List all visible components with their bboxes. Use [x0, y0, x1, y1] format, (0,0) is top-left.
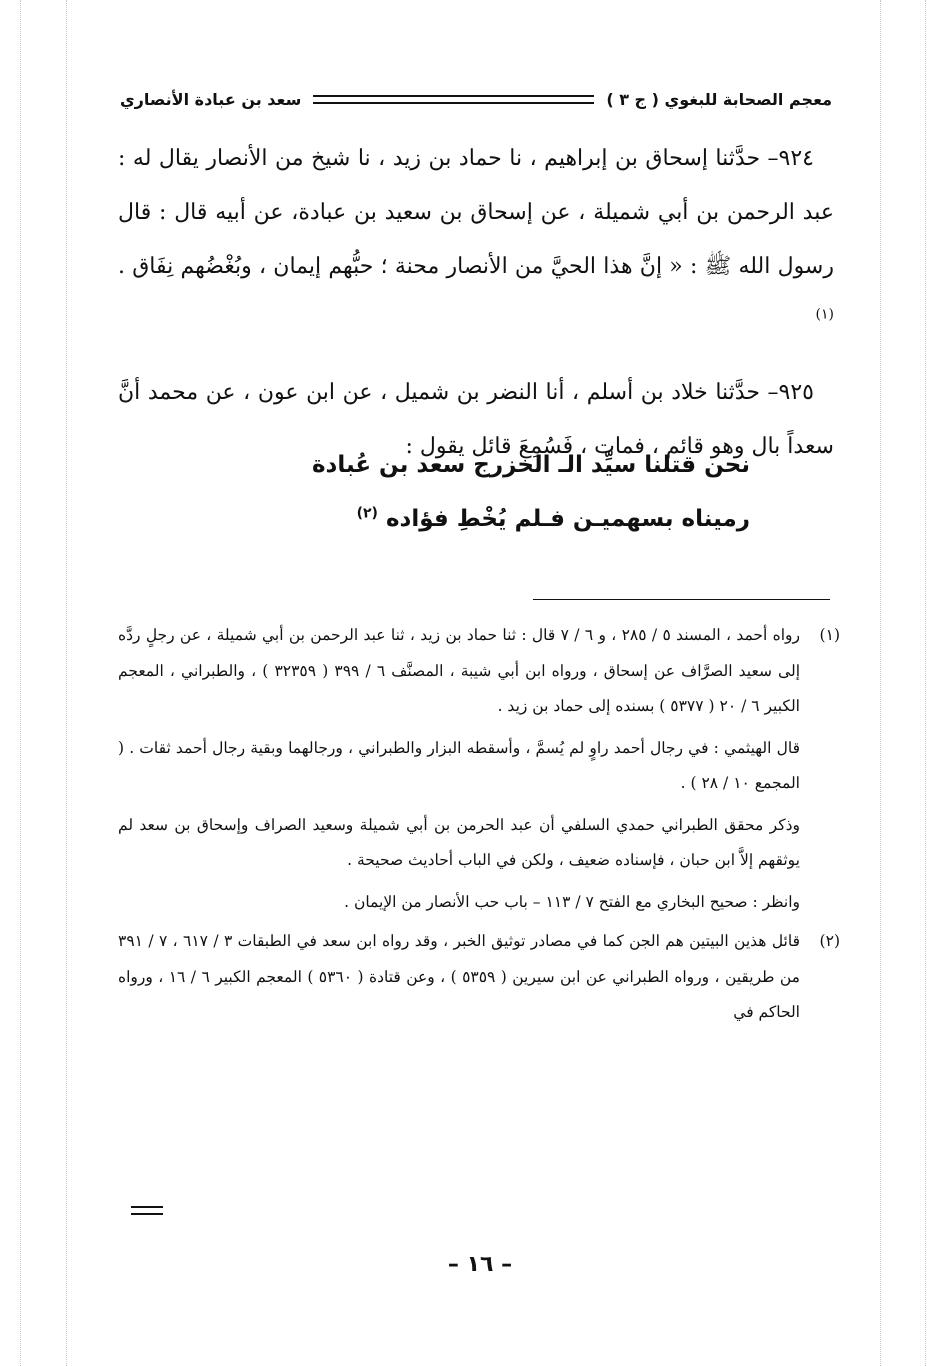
- footnote-body: [118, 924, 800, 1031]
- footnote-2-text: قائل هذين البيتين هم الجن كما في مصادر توثيق الخبر ، وقد رواه ابن سعد في الطبقات ٣ / ٦١٧ ، ٧ / ٣٩١ من طريقين ، ورواه الطبراني عن ابن سيرين ( ٥٣٥٩ ) ، وعن قتادة ( ٥٣٦٠ ) المعجم الكبير ٦ / ١٦ ، ورواه الحاكم في: [118, 932, 800, 1021]
- footnote-ref-1: (١): [815, 306, 834, 323]
- page-number: – ١٦ –: [447, 1252, 513, 1277]
- book-title: معجم الصحابة للبغوي ( ج ٣ ): [606, 89, 832, 109]
- section-title: سعد بن عبادة الأنصاري: [120, 89, 302, 109]
- footnote-1-editor-note: وذكر محقق الطبراني حمدي السلفي أن عبد الحرمن بن أبي شميلة وسعيد الصراف وإسحاق بن سعد لم يوثقهم إلاَّ ابن حبان ، فإسناده ضعيف ، ولكن في الباب أحاديث صحيحة .: [118, 815, 800, 869]
- footnote-1-haythami: قال الهيثمي : في رجال أحمد راوٍ لم يُسمَّ ، وأسقطه البزار والطبراني ، ورجالهما وبقية رجال أحمد ثقات . ( المجمع ١٠ / ٢٨ ) .: [118, 738, 800, 792]
- main-text: [118, 132, 834, 474]
- scan-margin-line: [880, 0, 881, 1366]
- scan-margin-line: [925, 0, 926, 1366]
- footnote-number: (٢): [819, 932, 840, 950]
- continuation-mark: [131, 1206, 163, 1215]
- hadith-924: [118, 132, 834, 348]
- scan-margin-line: [66, 0, 67, 1366]
- footnotes: [118, 618, 840, 1031]
- footnote-body: [118, 618, 800, 920]
- poem-verse-1: نحن قتلنا سيِّد الـ الخزرج سعد بن عُبادة: [311, 452, 750, 478]
- hadith-924-text: ٩٢٤– حدَّثنا إسحاق بن إبراهيم ، نا حماد بن زيد ، نا شيخ من الأنصار يقال له : عبد الرحمن بن أبي شميلة ، عن إسحاق بن سعيد بن عبادة، عن أبيه قال : قال رسول الله ﷺ : « إنَّ هذا الحيَّ من الأنصار محنة ؛ حبُّهم إيمان ، وبُغْضُهم نِفَاق .: [118, 146, 834, 279]
- footnote-2: [118, 924, 840, 1031]
- footnote-1-sources: رواه أحمد ، المسند ٥ / ٢٨٥ ، و ٦ / ٧ قال : ثنا حماد بن زيد ، ثنا عبد الرحمن بن أبي شميلة ، عن رجلٍ ردَّه إلى سعيد الصرَّاف عن إسحاق ، ورواه ابن أبي شيبة ، المصنَّف ٦ / ٣٩٩ ( ٣٢٣٥٩ ) ، والطبراني ، المعجم الكبير ٦ / ٢٠ ( ٥٣٧٧ ) بسنده إلى حماد بن زيد .: [118, 626, 801, 715]
- scan-margin-line: [20, 0, 21, 1366]
- poem-verse-2-text: رميناه بسهميـن فـلم يُخْطِ فؤاده: [385, 506, 750, 532]
- hadith-925: ٩٢٥– حدَّثنا خلاد بن أسلم ، أنا النضر بن شميل ، عن ابن عون ، عن محمد أنَّ سعداً بال وهو قائم ، فمات ، فَسُمِعَ قائل يقول :: [118, 380, 834, 459]
- poem-verse-2: [230, 506, 750, 532]
- footnote-1-see-also: وانظر : صحيح البخاري مع الفتح ٧ / ١١٣ – باب حب الأنصار من الإيمان .: [344, 892, 800, 911]
- footnote-ref-2: (٢): [356, 505, 378, 522]
- header-rule: [313, 95, 594, 104]
- footnote-number: (١): [819, 626, 840, 644]
- running-header: [120, 84, 832, 114]
- footnote-separator: [533, 599, 830, 600]
- footnote-1: [118, 618, 840, 920]
